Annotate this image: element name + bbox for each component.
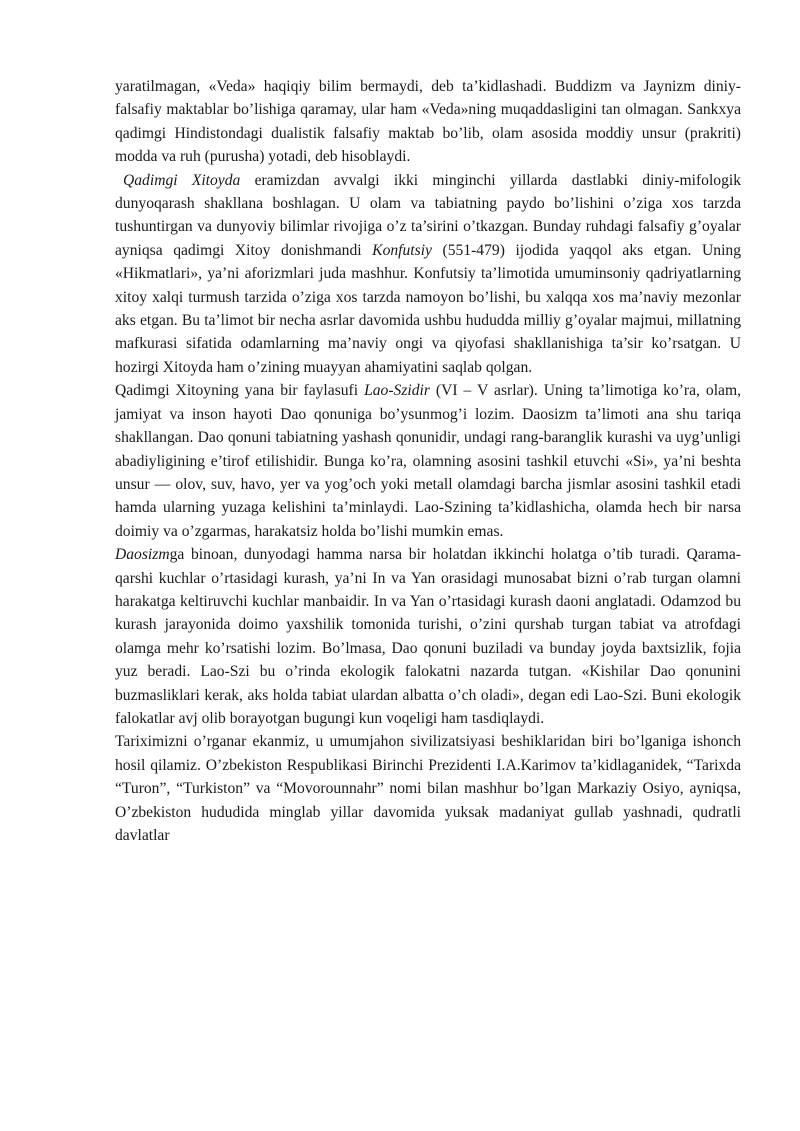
paragraph-daosizm <box>115 543 741 730</box>
paragraph-lao-szi <box>115 379 741 543</box>
text-span: yaratilmagan, «Veda» haqiqiy bilim bermaydi, deb ta’kidlashadi. Buddizm va Jaynizm diniy-falsafiy maktablar bo’lishiga qaramay, ular ham «Veda»ning muqaddasligini tan olmagan. Sankxya qadimgi Hindistondagi dualistik falsafiy maktab bo’lib, olam asosida moddiy unsur (prakriti) modda va ruh (purusha) yotadi, deb hisoblaydi. <box>115 78 741 166</box>
document-page <box>115 75 741 847</box>
paragraph-sankxya <box>115 75 741 169</box>
paragraph-history <box>115 730 741 847</box>
italic-term: Lao-Szidir <box>364 382 430 400</box>
italic-term: Daosizm <box>115 546 170 564</box>
italic-term: Qadimgi Xitoyda <box>123 171 241 189</box>
text-span: Qadimgi Xitoyning yana bir faylasufi <box>115 382 365 400</box>
text-span: eramizdan avvalgi ikki minginchi yillarda dastlabki diniy-mifologik dunyoqarash shakllana boshlagan. U olam va tabiatning paydo bo’lishini o’ziga xos tarzda tushuntirgan va dunyoviy bilimlar rivojiga o’z ta’sirini o’tkazgan. Bunday ruhdagi falsafiy g’oyalar ayniqsa qadimgi Xitoy donishmandi <box>115 171 742 259</box>
text-span: ga binoan, dunyodagi hamma narsa bir holatdan ikkinchi holatga o’tib turadi. Qarama-qarshi kuchlar o’rtasidagi kurash, ya’ni In va Yan orasidagi munosabat bizni o’rab turgan olamni harakatga keltiruvchi kuchlar manbaidir. In va Yan o’rtasidagi kurash daoni anglatadi. Odamzod bu kurash jarayonida doimo yaxshilik tomonida turishi, o’zini qurshab turgan tabiat va atrofdagi olamga mehr ko’rsatishi lozim. Bo’lmasa, Dao qonuni buziladi va bunday joyda baxtsizlik, fojia yuz beradi. Lao-Szi bu o’rinda ekologik falokatni nazarda tutgan. «Kishilar Dao qonunini buzmasliklari kerak, aks holda tabiat ulardan albatta o’ch oladi», degan edi Lao-Szi. Buni ekologik falokatlar avj olib borayotgan bugungi kun voqeligi ham tasdiqlaydi. <box>115 546 741 727</box>
text-span: Tariximizni o’rganar ekanmiz, u umumjahon sivilizatsiyasi beshiklaridan biri bo’lganiga ishonch hosil qilamiz. O’zbekiston Respublikasi Birinchi Prezidenti I.A.Karimov ta’kidlaganidek, “Tarixda “Turon”, “Turkiston” va “Movorounnahr” nomi bilan mashhur bo’lgan Markaziy Osiyo, ayniqsa, O’zbekiston hududida minglab yillar davomida yuksak madaniyat gullab yashnadi, qudratli davlatlar <box>115 733 741 844</box>
text-span: (VI – V asrlar). Uning ta’limotiga ko’ra, olam, jamiyat va inson hayoti Dao qonuniga bo’ysunmog’i lozim. Daosizm ta’limoti ana shu tariqa shakllangan. Dao qonuni tabiatning yashash qonunidir, undagi rang-baranglik kurashi va uyg’unligi abadiyligining e’tirof etilishidir. Bunga ko’ra, olamning asosini tashkil etuvchi «Si», ya’ni beshta unsur — olov, suv, havo, yer va yog’och yoki metall olamdagi barcha jismlar asosini tashkil etadi hamda ularning yuzaga kelishini ta’minlaydi. Lao-Szining ta’kidlashicha, olamda hech bir narsa doimiy va o’zgarmas, harakatsiz holda bo’lishi mumkin emas. <box>115 382 741 540</box>
text-span: (551-479) ijodida yaqqol aks etgan. Uning «Hikmatlari», ya’ni aforizmlari juda mashhur. Konfutsiy ta’limotida umuminsoniy qadriyatlarning xitoy xalqi turmush tarzida o’ziga xos tarzda namoyon bo’lishi, bu xalqqa xos ma’naviy mezonlar aks etgan. Bu ta’limot bir necha asrlar davomida ushbu hududda milliy g’oyalar majmui, millatning mafkurasi sifatida odamlarning ma’naviy ongi va qiyofasi shakllanishiga ta’sir ko’rsatgan. U hozirgi Xitoyda ham o’zining muayyan ahamiyatini saqlab qolgan. <box>115 241 741 376</box>
paragraph-ancient-china <box>115 169 741 380</box>
italic-term: Konfutsiy <box>372 241 432 259</box>
